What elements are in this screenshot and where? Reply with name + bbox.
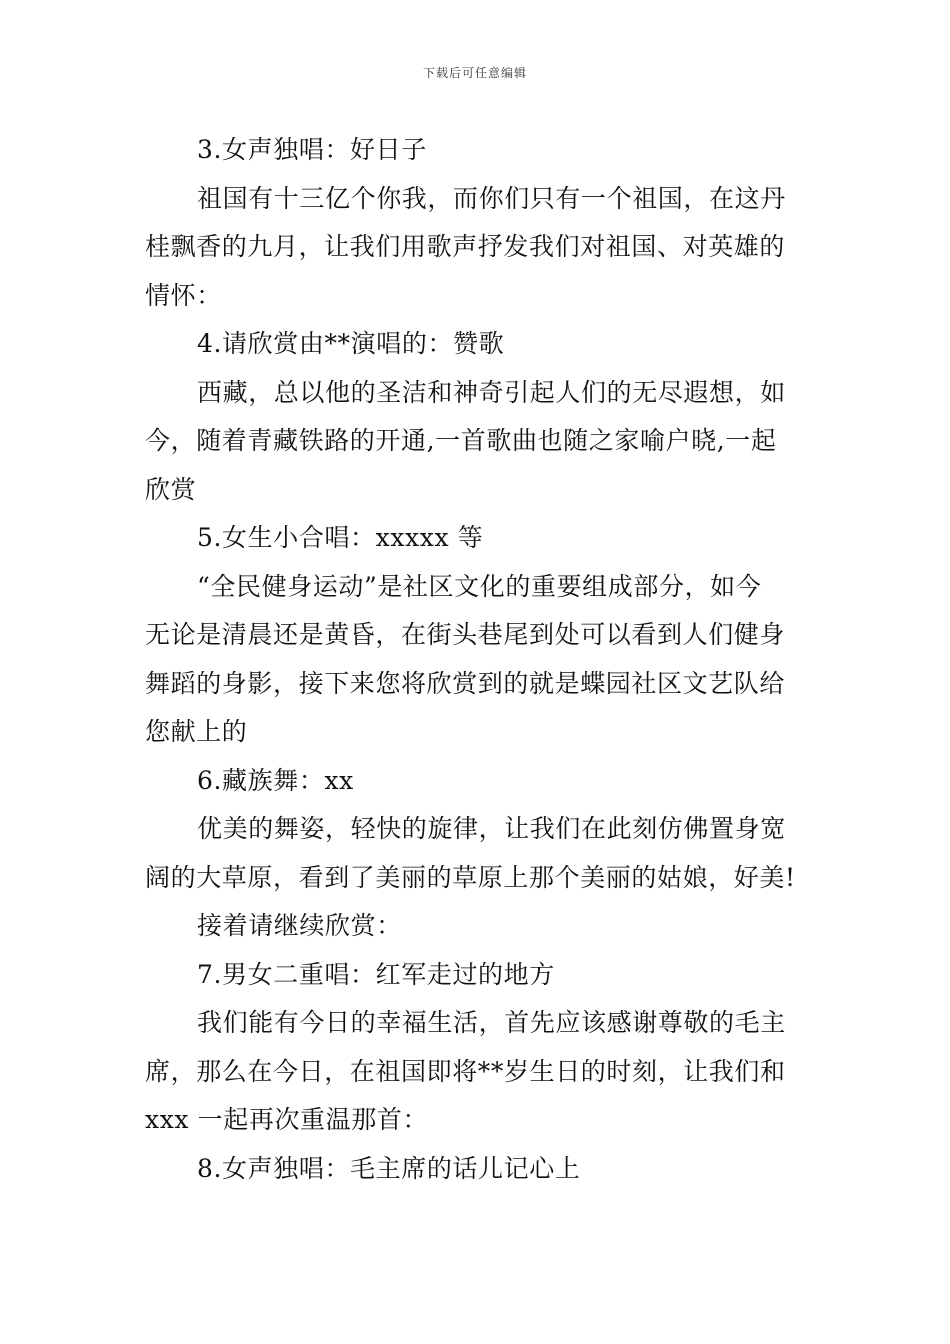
program-item-7: 7.男女二重唱：红军走过的地方 bbox=[197, 959, 555, 989]
paragraph-line: 桂飘香的九月，让我们用歌声抒发我们对祖国、对英雄的 bbox=[145, 232, 786, 261]
paragraph-line: 您献上的 bbox=[145, 717, 248, 746]
paragraph-line: xxx 一起再次重温那首： bbox=[145, 1105, 429, 1134]
paragraph-line: 接着请继续欣赏： bbox=[197, 911, 402, 940]
paragraph-line: 舞蹈的身影，接下来您将欣赏到的就是蝶园社区文艺队给 bbox=[145, 668, 786, 698]
paragraph-line: 我们能有今日的幸福生活，首先应该感谢尊敬的毛主 bbox=[197, 1008, 786, 1037]
program-item-8: 8.女声独唱：毛主席的话儿记心上 bbox=[197, 1153, 581, 1183]
paragraph-line: 无论是清晨还是黄昏，在街头巷尾到处可以看到人们健身 bbox=[145, 620, 786, 649]
paragraph-line: 情怀： bbox=[145, 280, 222, 310]
paragraph-line: 阔的大草原，看到了美丽的草原上那个美丽的姑娘，好美! bbox=[145, 862, 796, 892]
program-item-4: 4.请欣赏由**演唱的：赞歌 bbox=[197, 329, 505, 358]
paragraph-line: 今，随着青藏铁路的开通,一首歌曲也随之家喻户晓,一起 bbox=[145, 426, 777, 455]
paragraph-line: 西藏，总以他的圣洁和神奇引起人们的无尽遐想，如 bbox=[197, 377, 786, 407]
program-item-5: 5.女生小合唱：xxxxx 等 bbox=[197, 523, 484, 552]
paragraph-line: 祖国有十三亿个你我，而你们只有一个祖国，在这丹 bbox=[197, 183, 786, 213]
document-body bbox=[145, 126, 807, 1193]
page-header: 下载后可任意编辑 bbox=[422, 66, 527, 80]
program-item-3: 3.女声独唱：好日子 bbox=[197, 135, 427, 164]
paragraph-line: 席，那么在今日，在祖国即将**岁生日的时刻，让我们和 bbox=[145, 1056, 786, 1086]
paragraph-line: “全民健身运动”是社区文化的重要组成部分，如今 bbox=[197, 571, 762, 601]
paragraph-line: 优美的舞姿，轻快的旋律，让我们在此刻仿佛置身宽 bbox=[197, 814, 786, 843]
paragraph-line: 欣赏 bbox=[145, 474, 197, 504]
program-item-6: 6.藏族舞：xx bbox=[197, 765, 354, 795]
